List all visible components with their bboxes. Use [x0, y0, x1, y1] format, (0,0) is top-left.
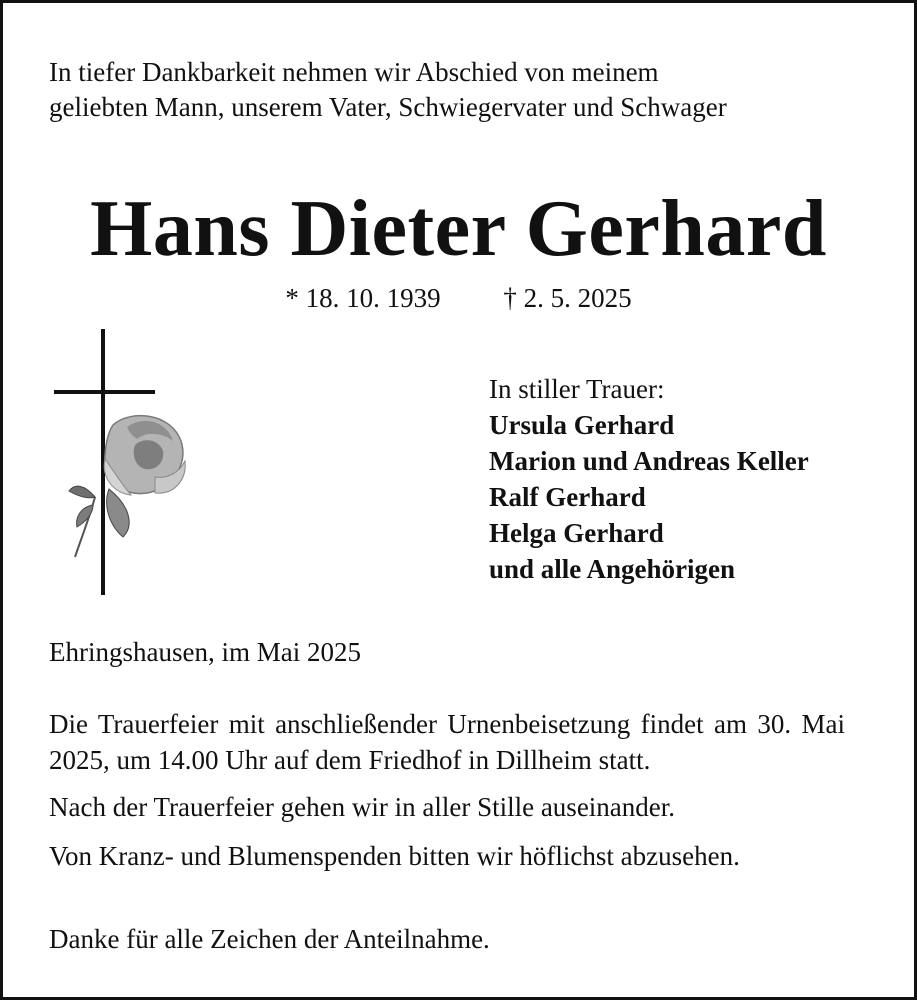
birth-date: * 18. 10. 1939: [285, 283, 441, 313]
after-ceremony-note: Nach der Trauerfeier gehen wir in aller Stille auseinander.: [49, 792, 676, 822]
intro-text: [49, 55, 727, 125]
intro-line: geliebten Mann, unserem Vater, Schwiegervater und Schwager: [49, 92, 727, 122]
mourner-name: Ralf Gerhard: [489, 482, 646, 512]
intro-line: In tiefer Dankbarkeit nehmen wir Abschied von meinem: [49, 57, 659, 87]
death-date: † 2. 5. 2025: [503, 283, 632, 313]
ceremony-info: Die Trauerfeier mit anschließender Urnenbeisetzung findet am 30. Mai 2025, um 14.00 Uhr auf dem Friedhof in Dillheim statt.: [49, 709, 845, 775]
mourner-name: und alle Angehörigen: [489, 554, 736, 584]
mourner-name: Marion und Andreas Keller: [489, 446, 809, 476]
mourner-name: Ursula Gerhard: [489, 410, 675, 440]
thanks-note: Danke für alle Zeichen der Anteilnahme.: [49, 924, 490, 954]
life-dates: [3, 281, 914, 315]
place-date: Ehringshausen, im Mai 2025: [49, 637, 361, 667]
mourners-block: [489, 371, 809, 587]
mourners-list: [489, 407, 809, 587]
flowers-note: Von Kranz- und Blumenspenden bitten wir höflichst abzusehen.: [49, 841, 740, 871]
rose-icon: [69, 416, 185, 557]
mourners-lead: In stiller Trauer:: [489, 374, 665, 404]
cross-rose-emblem: [51, 329, 196, 597]
mourner-name: Helga Gerhard: [489, 518, 664, 548]
deceased-name: Hans Dieter Gerhard: [90, 185, 827, 273]
